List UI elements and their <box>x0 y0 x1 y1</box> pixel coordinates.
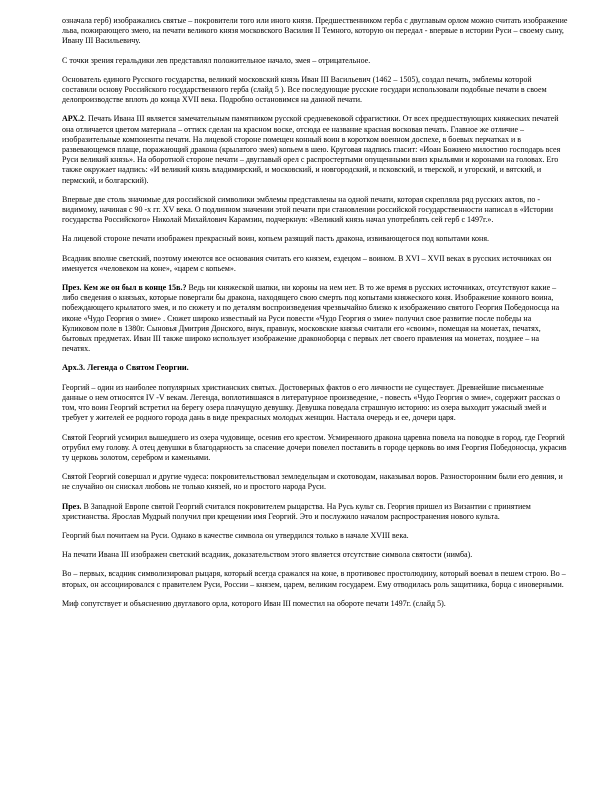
paragraph-dragon: Святой Георгий усмирил вышедшего из озера чудовище, осенив его крестом. Усмиренного дракона царевна повела на поводке в город, где Георгий отрубил ему голову. А отец девушки в благодарность за спасение дочери повелел поставить в городе церковь во имя Георгия Победоносца, украсив ту церковь золотом, серебром и каменьями. <box>62 432 567 462</box>
heading-legend: Арх.3. Легенда о Святом Георгии. <box>62 363 189 373</box>
paragraph-miracles: Святой Георгий совершал и другие чудеса: покровительствовал земледельцам и скотоводам, наказывал воров. Разносторонним были его деяния, и не случайно он снискал любовь не только князей, но и простого народа Руси. <box>62 472 563 492</box>
paragraph-ivan-iii: Основатель единого Русского государства, великий московский князь Иван III Васильевич (1462 – 1505), создал печать, эмблемы которой составили основу Российского государственного герба (слайд 5 ). Все последующие русские государи использовали подобные печати в своем делопроизводстве вплоть до конца XVII века. Подробно остановимся на данной печати. <box>62 74 547 105</box>
paragraph-rider: Всадник вполне светский, поэтому имеются все основания считать его князем, ездецом – воином. В XVI – XVII веках в русских источниках он именуется «человеком на коне», «царем с копьем». <box>62 253 552 273</box>
question-label: През. Кем же он был в конце 15в.? <box>62 283 187 293</box>
paragraph-eagle: Миф сопутствует и объяснению двуглавого орла, которого Иван III поместил на обороте печати 1497г. (слайд 5). <box>62 598 446 608</box>
paragraph-emblems: Впервые две столь значимые для российской символики эмблемы представлены на одной печати, которая скрепляла ряд русских актов, по - видимому, начиная с 90 -х гг. XV века. О подлинном значении этой печати при становлении российской государственности написал в «Истории государства Российского» Николай Михайлович Карамзин, подчеркнув: «Великий князь начал употреблять сей герб с 1497г.». <box>62 194 554 225</box>
paragraph-seal-origins: означала герб) изображались святые – покровители того или иного князя. Предшественником герба с двуглавым орлом можно считать изображение льва, пожирающего змею, на печати великого князя московского Василия II Темного, которую он передал - впервые в истории Руси – своему сыну, Ивану III Васильевичу. <box>62 16 568 46</box>
question-text: Ведь ни княжеской шапки, ни короны на нем нет. В то же время в русских источниках, отсутствуют какие – либо сведения о князьях, которые повергали бы дракона, находящего свою смерть под копытами княжеского коня. Изображение конного воина, побеждающего крылатого змея, и по сюжету и по деталям воспроизведения чрезвычайно близко к изображению святого Георгия Победоносца на иконе «Чудо Георгия о змие» . Сюжет широко известный на Руси повести «Чудо Георгия о змие» получил свое развитие после победы на Куликовом поле в 1380г. Сыновья Дмитрия Донского, внук, правнук, московские князья считали его «своим», помещая на монетах, печатях, бытовых предметах. Иван III также широко использует изображение драконоборца с первых лет своего правления на монетах, позднее – на печатях. <box>62 283 560 354</box>
paragraph-veneration: Георгий был почитаем на Руси. Однако в качестве символа он утвердился только в начале XVIII века. <box>62 530 409 540</box>
paragraph-question <box>62 283 568 354</box>
paragraph-front-side: На лицевой стороне печати изображен прекрасный воин, копьем разящий пасть дракона, извивающегося под копытами коня. <box>62 234 490 244</box>
europe-label: През. <box>62 501 82 511</box>
paragraph-knight: Во – первых, всадник символизировал рыцаря, который всегда сражался на коне, в противовес простолюдину, который воевал в пешем строю. Во – вторых, он ассоциировался с правителем Руси, России – князем, царем, великим государем. Ему отводилась роль защитника, борца с иноверными. <box>62 569 566 589</box>
arch2-label: АРХ.2 <box>62 114 85 124</box>
paragraph-secular-rider: На печати Ивана III изображен светский всадник, доказательством этого является отсутствие символа святости (нимба). <box>62 550 473 560</box>
document-page <box>62 16 568 618</box>
paragraph-arch2 <box>62 114 568 185</box>
arch2-text: . Печать Ивана III является замечательным памятником русской средневековой сфрагистики. От всех предшествующих княжеских печатей она отличается цветом материала – оттиск сделан на красном воске, отсюда ее название красная восковая печать. Главное же отличие – изобразительные компоненты печати. На лицевой стороне помещен конный воин в коротком военном доспехе, в боевых перчатках и в развевающемся плаще, поражающий дракона (крылатого змея) копьем в шею. Круговая надпись гласит: «Иоан Божиею милостию господарь всея Руси великий князь». На оборотной стороне печати – двуглавый орел с распростертыми опущенными вниз крыльями и коронами на головах. Его также окружает надпись: «И великий князь владимирский, и московский, и новгородский, и псковский, и тверской, и угорский, и вятский, и пермский, и болгарский). <box>62 114 561 185</box>
paragraph-george: Георгий – один из наиболее популярных христианских святых. Достоверных фактов о его личности не существует. Древнейшие письменные данные о нем относятся IV -V векам. Легенда, воплотившаяся в литературное произведение, - повесть «Чудо Георгия о змие», содержит рассказ о том, что воин Георгий встретил на берегу озера плачущую девушку. Девушка поведала страшную историю: из озера выходит ужасный змей и требует у жителей ее родного города дань в виде прекрасных молодых женщин. Настала очередь и ее, дочери царя. <box>62 382 561 423</box>
europe-text: В Западной Европе святой Георгий считался покровителем рыцарства. На Русь культ св. Георгия пришел из Византии с принятием христианства. Ярослав Мудрый получил при крещении имя Георгий. Это и послужило началом распространения нового культа. <box>62 501 531 521</box>
paragraph-heraldry: С точки зрения геральдики лев представлял положительное начало, змея – отрицательное. <box>62 55 371 65</box>
paragraph-europe <box>62 502 568 522</box>
